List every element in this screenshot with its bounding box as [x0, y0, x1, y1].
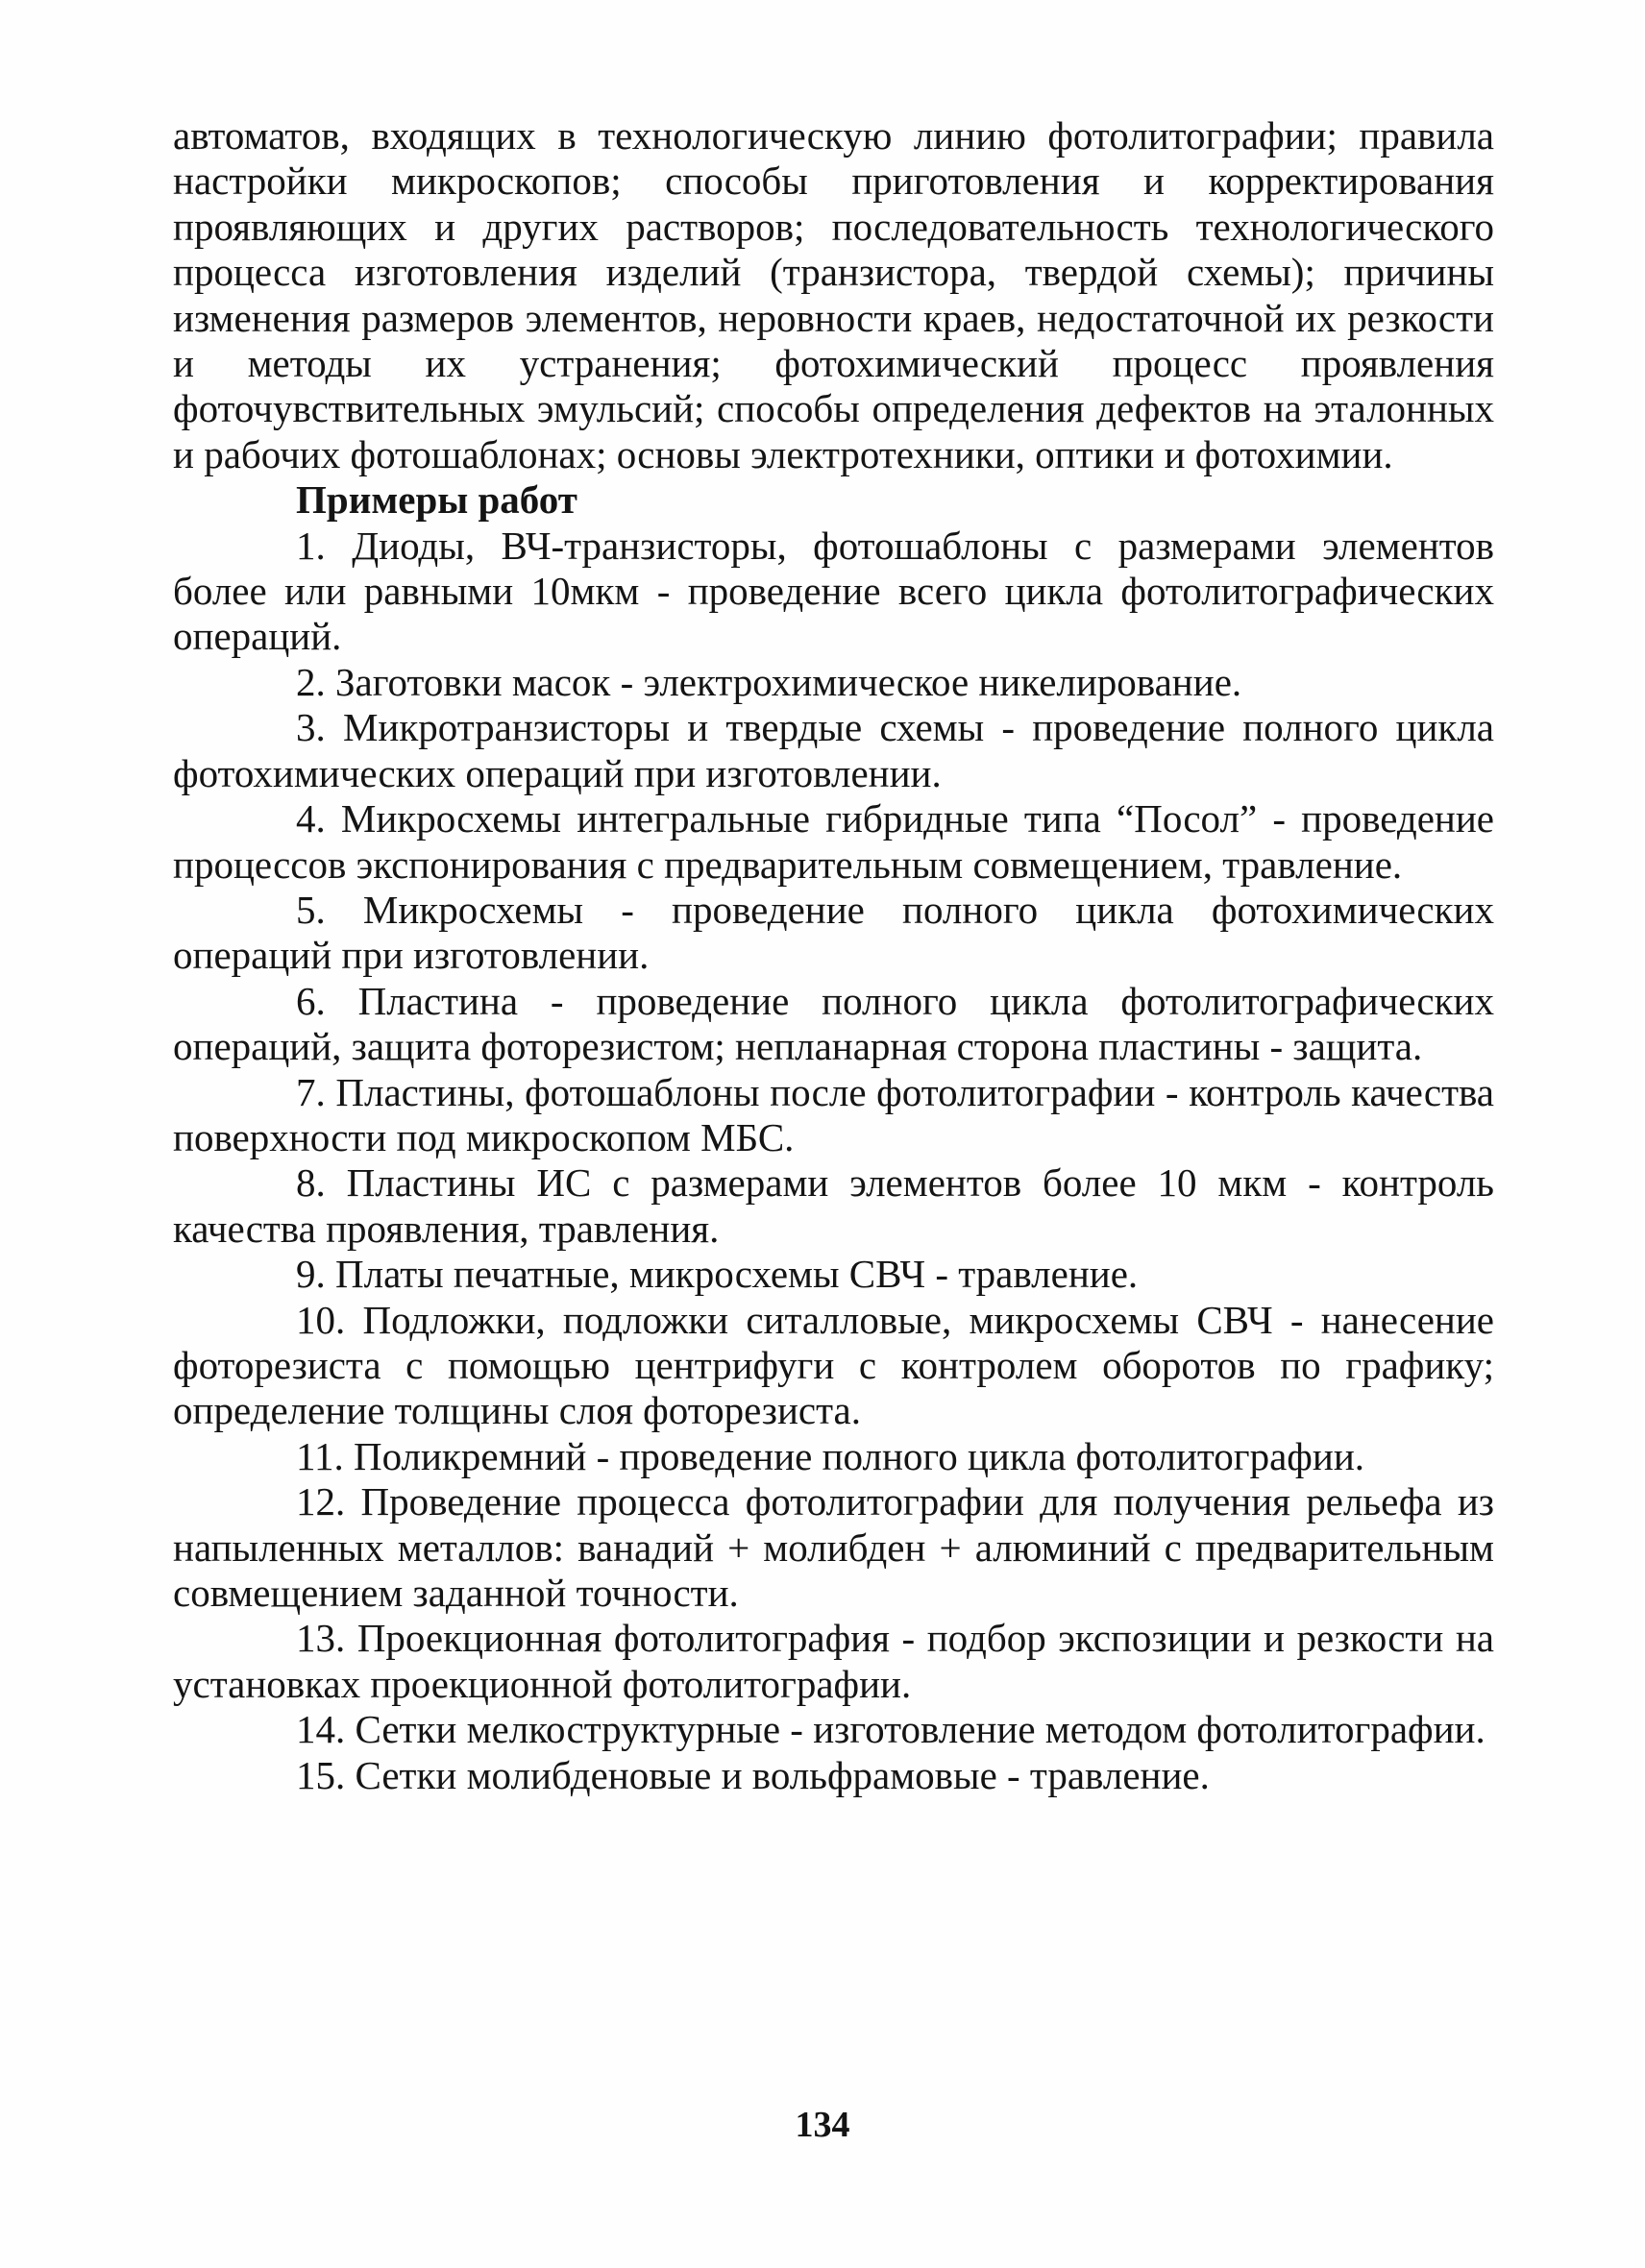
list-item: 5. Микросхемы - проведение полного цикла фотохимических операций при изготовлении.: [173, 887, 1494, 978]
list-item: 4. Микросхемы интегральные гибридные типа “Посол” - проведение процессов экспонирования с предварительным совмещением, травление.: [173, 796, 1494, 887]
list-item: 7. Пластины, фотошаблоны после фотолитографии - контроль качества поверхности под микроскопом МБС.: [173, 1069, 1494, 1159]
list-item: 12. Проведение процесса фотолитографии для получения рельефа из напыленных металлов: ванадий + молибден + алюминий с предварительным совмещением заданной точности.: [173, 1479, 1494, 1615]
list-item: 14. Сетки мелкоструктурные - изготовление методом фотолитографии.: [296, 1707, 1485, 1752]
list-item: 11. Поликремний - проведение полного цикла фотолитографии.: [296, 1433, 1365, 1478]
intro-paragraph: автоматов, входящих в технологическую линию фотолитографии; правила настройки микроскопов; способы приготовления и корректирования проявляющих и других растворов; последовательность технологического процесса изготовления изделий (транзистора, твердой схемы); причины изменения размеров элементов, неровности краев, недостаточной их резкости и методы их устранения; фотохимический процесс проявления фоточувствительных эмульсий; способы определения дефектов на эталонных и рабочих фотошаблонах; основы электротехники, оптики и фотохимии.: [173, 113, 1494, 476]
list-item: 6. Пластина - проведение полного цикла фотолитографических операций, защита фоторезистом; непланарная сторона пластины - защита.: [173, 978, 1494, 1069]
list-item: 10. Подложки, подложки ситалловые, микросхемы СВЧ - нанесение фоторезиста с помощью центрифуги с контролем оборотов по графику; определение толщины слоя фоторезиста.: [173, 1297, 1494, 1433]
page-number: 134: [795, 2105, 850, 2145]
list-item: 8. Пластины ИС с размерами элементов более 10 мкм - контроль качества проявления, травления.: [173, 1160, 1494, 1251]
list-item: 9. Платы печатные, микросхемы СВЧ - травление.: [296, 1252, 1139, 1297]
list-item: 15. Сетки молибденовые и вольфрамовые - травление.: [296, 1752, 1210, 1797]
list-item: 1. Диоды, ВЧ-транзисторы, фотошаблоны с размерами элементов более или равными 10мкм - проведение всего цикла фотолитографических операций.: [173, 523, 1494, 659]
list-item: 3. Микротранзисторы и твердые схемы - проведение полного цикла фотохимических операций при изготовлении.: [173, 705, 1494, 795]
list-item: 2. Заготовки масок - электрохимическое никелирование.: [296, 659, 1242, 704]
section-heading: Примеры работ: [296, 477, 577, 523]
body-text: [173, 113, 1494, 1798]
list-item: 13. Проекционная фотолитография - подбор экспозиции и резкости на установках проекционной фотолитографии.: [173, 1616, 1494, 1706]
